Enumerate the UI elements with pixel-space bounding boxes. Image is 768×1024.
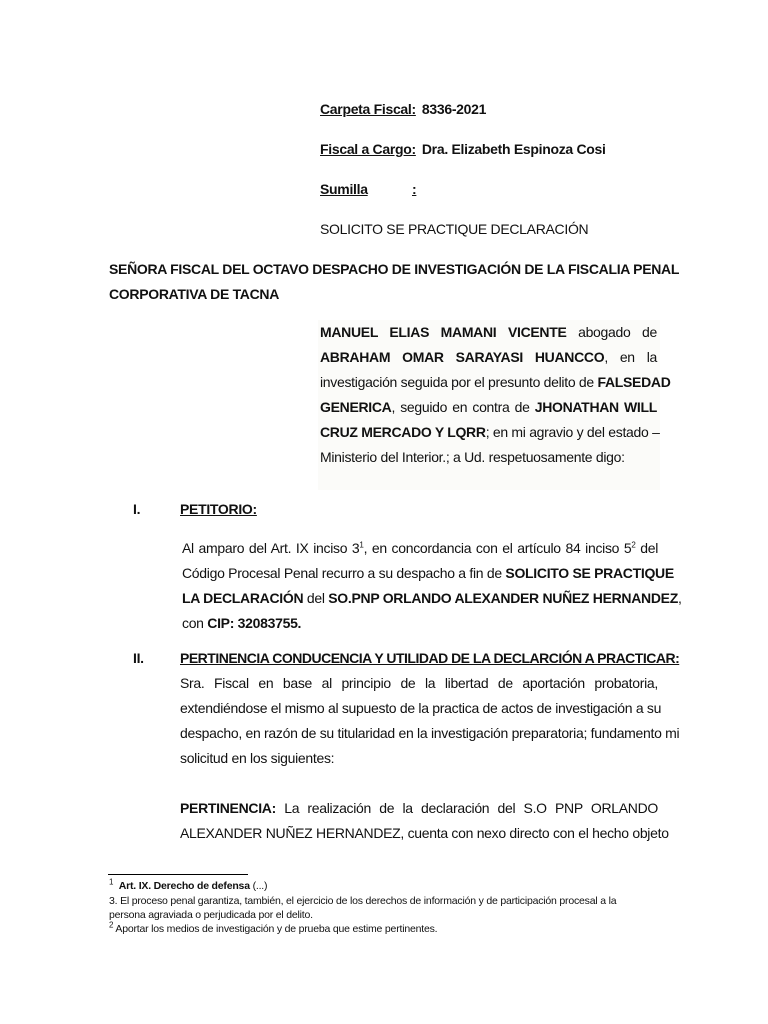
intro-text: ; en mi agravio y del estado – bbox=[485, 424, 660, 440]
carpeta-fiscal-value: 8336-2021 bbox=[421, 101, 487, 117]
section-2-line-3: despacho, en razón de su titularidad en la investigación preparatoria; fundamento mi bbox=[180, 725, 680, 741]
footnote-1-head bbox=[109, 877, 268, 892]
accused-name: JHONATHAN WILL bbox=[534, 399, 658, 415]
petitorio-line-4 bbox=[182, 615, 301, 631]
fiscal-a-cargo-value: Dra. Elizabeth Espinoza Cosi bbox=[421, 141, 606, 157]
footnote-1-title: Art. IX. Derecho de defensa bbox=[118, 880, 250, 892]
section-2-title: PERTINENCIA CONDUCENCIA Y UTILIDAD DE LA DECLARCIÓN A PRACTICAR: bbox=[180, 650, 680, 666]
witness-name: SO.PNP ORLANDO ALEXANDER NUÑEZ HERNANDEZ bbox=[328, 590, 678, 606]
petitorio-text: , en concordancia con el artículo 84 inciso 5 bbox=[363, 540, 632, 556]
fiscal-a-cargo-line bbox=[320, 141, 606, 157]
petitorio-line-1 bbox=[182, 540, 658, 556]
footnote-separator bbox=[108, 874, 248, 875]
section-2-numeral: II. bbox=[133, 650, 144, 666]
intro-text: abogado de bbox=[578, 324, 657, 340]
intro-line-3 bbox=[320, 374, 671, 390]
footnote-1-ellipsis: (...) bbox=[252, 880, 268, 892]
sumilla-colon: : bbox=[412, 181, 417, 197]
intro-line-5 bbox=[320, 424, 660, 440]
footnote-1-line-3: persona agraviada o perjudicada por el delito. bbox=[109, 909, 313, 921]
intro-line-6: Ministerio del Interior.; a Ud. respetuosamente digo: bbox=[320, 449, 625, 465]
petitorio-text: , bbox=[677, 590, 682, 606]
intro-line-4 bbox=[320, 399, 657, 415]
intro-text: , en la bbox=[604, 349, 657, 365]
pertinencia-line-2: ALEXANDER NUÑEZ HERNANDEZ, cuenta con nexo directo con el hecho objeto bbox=[180, 825, 669, 841]
footnote-2-number: 2 bbox=[109, 920, 114, 930]
sumilla-label: Sumilla bbox=[320, 181, 368, 197]
address-line-1: SEÑORA FISCAL DEL OCTAVO DESPACHO DE INVESTIGACIÓN DE LA FISCALIA PENAL bbox=[109, 261, 680, 277]
footnote-2 bbox=[109, 920, 438, 935]
petitorio-request: LA DECLARACIÓN bbox=[182, 590, 304, 606]
address-line-2: CORPORATIVA DE TACNA bbox=[109, 286, 280, 302]
section-2-line-2: extendiéndose el mismo al supuesto de la practica de actos de investigación a su bbox=[180, 700, 662, 716]
petitorio-text: Código Procesal Penal recurro a su despacho a fin de bbox=[182, 565, 502, 581]
fiscal-a-cargo-label: Fiscal a Cargo: bbox=[320, 141, 416, 157]
intro-text: , seguido en contra de bbox=[391, 399, 530, 415]
crime-name-cont: GENERICA bbox=[320, 399, 392, 415]
section-2-line-4: solicitud en los siguientes: bbox=[180, 750, 335, 766]
footnote-ref-2[interactable]: 2 bbox=[631, 540, 636, 550]
carpeta-fiscal-line bbox=[320, 101, 486, 117]
witness-cip: CIP: 32083755. bbox=[207, 615, 302, 631]
section-1-title: PETITORIO: bbox=[180, 501, 257, 517]
carpeta-fiscal-label: Carpeta Fiscal: bbox=[320, 101, 416, 117]
footnote-1-line-2: 3. El proceso penal garantiza, también, el ejercicio de los derechos de información y de participación procesal a la bbox=[109, 895, 617, 907]
pertinencia-line-1 bbox=[180, 800, 658, 816]
intro-line-1 bbox=[320, 324, 657, 340]
sumilla-line bbox=[320, 181, 416, 197]
section-2-line-1: Sra. Fiscal en base al principio de la libertad de aportación probatoria, bbox=[180, 675, 658, 691]
petitorio-text: del bbox=[635, 540, 658, 556]
footnote-1-number: 1 bbox=[109, 877, 114, 887]
pertinencia-text: La realización de la declaración del S.O PNP ORLANDO bbox=[284, 800, 658, 816]
accused-name-cont: CRUZ MERCADO Y LQRR bbox=[320, 424, 486, 440]
petitorio-text: con bbox=[182, 615, 204, 631]
intro-line-2 bbox=[320, 349, 657, 365]
section-1-numeral: I. bbox=[133, 501, 141, 517]
footnote-2-text: Aportar los medios de investigación y de prueba que estime pertinentes. bbox=[115, 923, 438, 935]
crime-name: FALSEDAD bbox=[597, 374, 671, 390]
client-name: ABRAHAM OMAR SARAYASI HUANCCO bbox=[320, 349, 605, 365]
lawyer-name: MANUEL ELIAS MAMANI VICENTE bbox=[320, 324, 567, 340]
footnote-ref-1[interactable]: 1 bbox=[359, 540, 364, 550]
petitorio-request: SOLICITO SE PRACTIQUE bbox=[505, 565, 674, 581]
petitorio-line-3 bbox=[182, 590, 682, 606]
petitorio-line-2 bbox=[182, 565, 674, 581]
solicito-sumilla: SOLICITO SE PRACTIQUE DECLARACIÓN bbox=[320, 221, 589, 237]
intro-text: investigación seguida por el presunto delito de bbox=[320, 374, 594, 390]
petitorio-text: del bbox=[306, 590, 325, 606]
petitorio-text: Al amparo del Art. IX inciso 3 bbox=[182, 540, 360, 556]
pertinencia-label: PERTINENCIA: bbox=[180, 800, 276, 816]
